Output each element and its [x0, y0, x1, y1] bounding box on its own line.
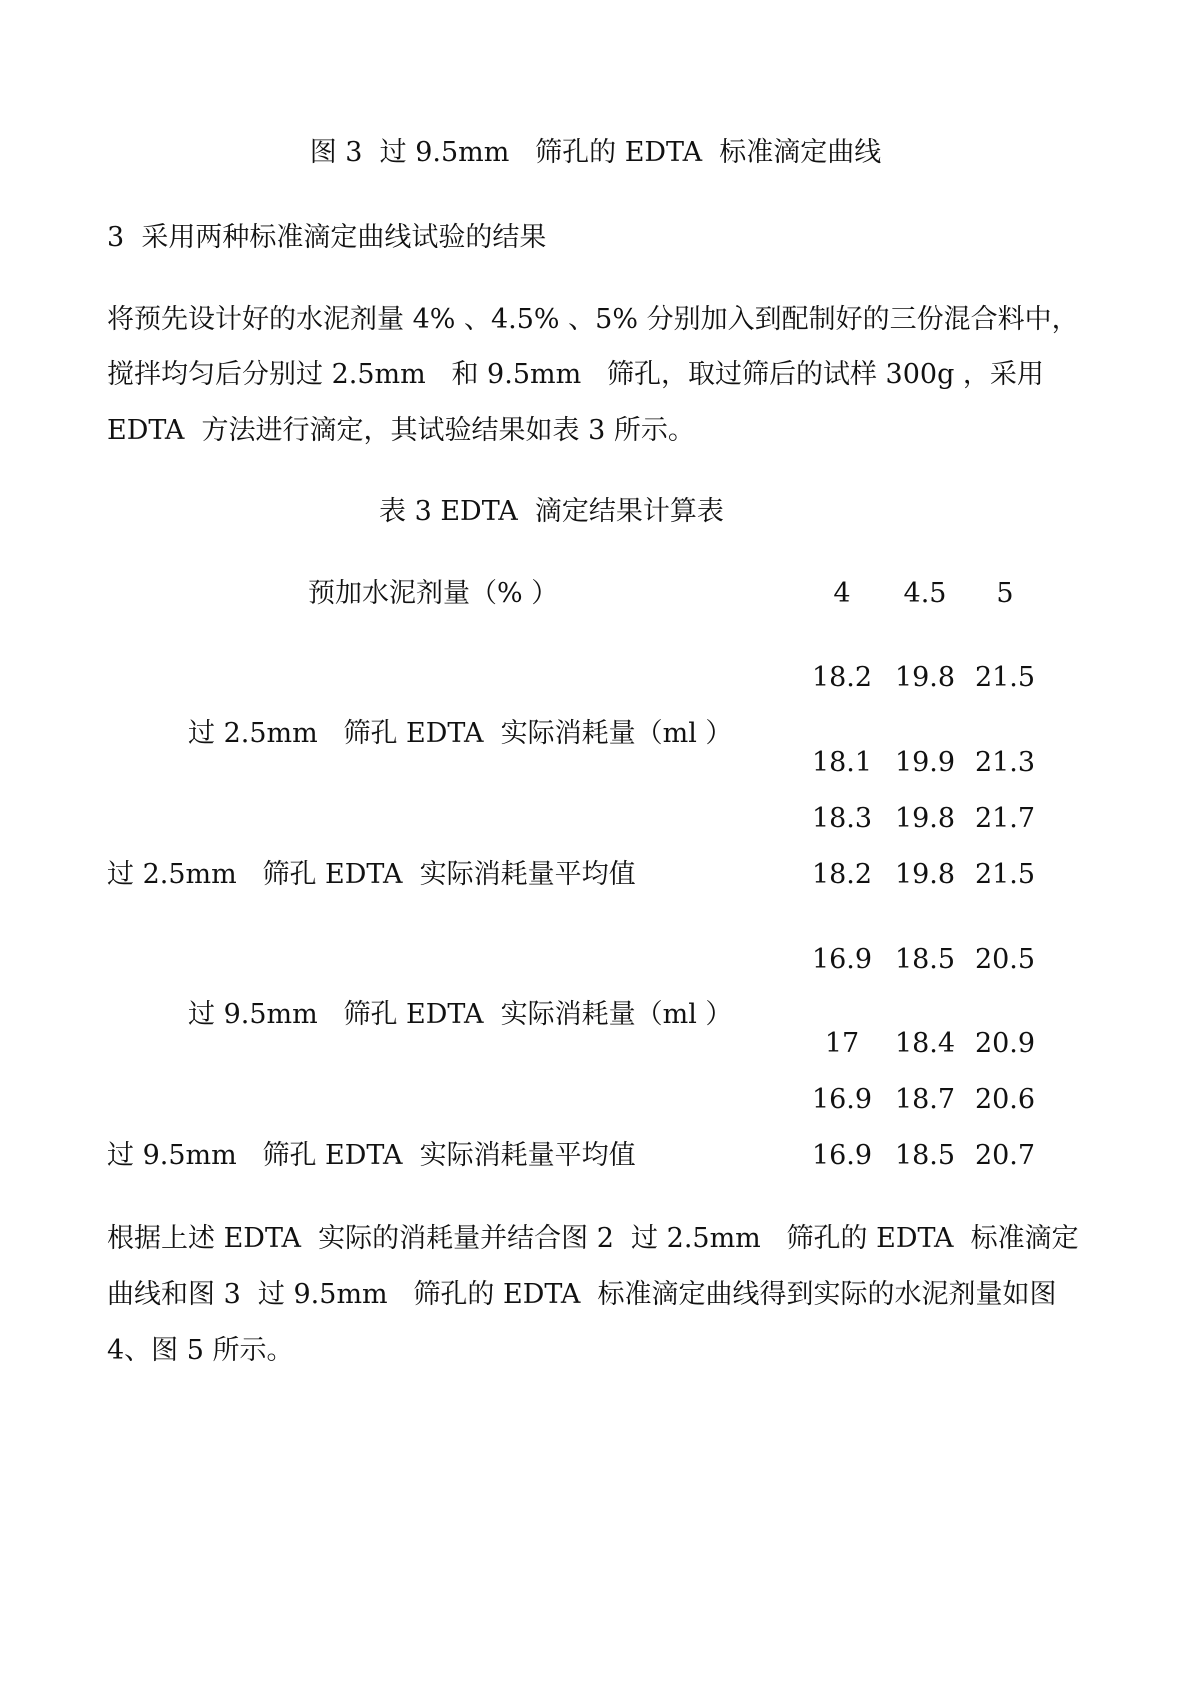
paragraph-1-line-1: 将预先设计好的水泥剂量 4% 、4.5% 、5% 分别加入到配制好的三份混合料中，: [107, 304, 1079, 335]
table-header-value-3: 5: [996, 578, 1014, 609]
table-header-label: 预加水泥剂量（% ）: [308, 578, 559, 609]
paragraph-2-line-2: 曲线和图 3 过 9.5mm 筛孔的 EDTA 标准滴定曲线得到实际的水泥剂量如图: [107, 1279, 1057, 1310]
paragraph-2-line-3: 4、图 5 所示。: [107, 1335, 294, 1366]
group2-avg-label: 过 9.5mm 筛孔 EDTA 实际消耗量平均值: [107, 1140, 636, 1171]
group2-row2-cell3: 20.9: [974, 1028, 1036, 1059]
group1-row1-cell2: 19.8: [894, 662, 956, 693]
group1-avg-cell3: 21.5: [974, 859, 1036, 890]
group1-row3-cell1: 18.3: [811, 803, 873, 834]
group2-row3-cell2: 18.7: [894, 1084, 956, 1115]
group1-avg-cell2: 19.8: [894, 859, 956, 890]
figure-caption: 图 3 过 9.5mm 筛孔的 EDTA 标准滴定曲线: [309, 137, 882, 168]
table-header-value-1: 4: [833, 578, 851, 609]
group1-row1-cell3: 21.5: [974, 662, 1036, 693]
group1-row2-cell1: 18.1: [811, 747, 873, 778]
group1-label: 过 2.5mm 筛孔 EDTA 实际消耗量（ml ）: [188, 718, 733, 749]
group2-row1-cell1: 16.9: [811, 944, 873, 975]
group1-row1-cell1: 18.2: [811, 662, 873, 693]
group1-row2-cell3: 21.3: [974, 747, 1036, 778]
group1-row3-cell3: 21.7: [974, 803, 1036, 834]
paragraph-1-line-2: 搅拌均匀后分别过 2.5mm 和 9.5mm 筛孔，取过筛后的试样 300g ，采用: [107, 359, 1044, 390]
group2-avg-cell3: 20.7: [974, 1140, 1036, 1171]
group2-avg-cell2: 18.5: [894, 1140, 956, 1171]
group2-row3-cell3: 20.6: [974, 1084, 1036, 1115]
paragraph-2-line-1: 根据上述 EDTA 实际的消耗量并结合图 2 过 2.5mm 筛孔的 EDTA 标准滴定: [107, 1223, 1079, 1254]
group2-row2-cell2: 18.4: [894, 1028, 956, 1059]
table-title: 表 3 EDTA 滴定结果计算表: [379, 496, 724, 527]
group2-row1-cell2: 18.5: [894, 944, 956, 975]
group1-row3-cell2: 19.8: [894, 803, 956, 834]
group2-row2-cell1: 17: [824, 1028, 860, 1059]
paragraph-1-line-3: EDTA 方法进行滴定，其试验结果如表 3 所示。: [107, 415, 695, 446]
group1-avg-label: 过 2.5mm 筛孔 EDTA 实际消耗量平均值: [107, 859, 636, 890]
group2-avg-cell1: 16.9: [811, 1140, 873, 1171]
group1-row2-cell2: 19.9: [894, 747, 956, 778]
section-heading: 3 采用两种标准滴定曲线试验的结果: [107, 222, 547, 253]
table-header-value-2: 4.5: [903, 578, 947, 609]
group1-avg-cell1: 18.2: [811, 859, 873, 890]
group2-label: 过 9.5mm 筛孔 EDTA 实际消耗量（ml ）: [188, 999, 733, 1030]
group2-row1-cell3: 20.5: [974, 944, 1036, 975]
group2-row3-cell1: 16.9: [811, 1084, 873, 1115]
